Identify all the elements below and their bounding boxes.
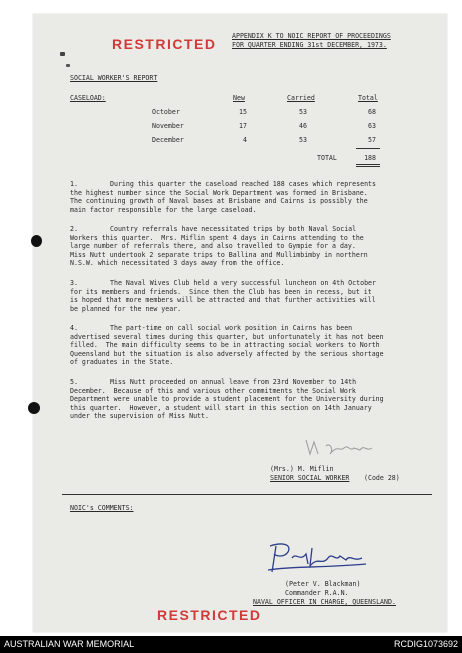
signature1-code: (Code 28) <box>364 474 400 482</box>
paragraph-4: The part-time on call social work position in Cairns has been advertised several times during this quarter, but unfortunately it has not been filled. The main difficulty seems to be in attracting social workers to North Queensland but the situation is also adversely affected by the serious shortage of graduates in the State. <box>70 324 384 367</box>
row-month-november: November <box>152 122 184 130</box>
row-month-october: October <box>152 108 180 116</box>
total-rule-top <box>356 148 380 149</box>
column-header-carried: Carried <box>287 94 315 102</box>
paragraph-1: During this quarter the caseload reached 188 cases which represents the highest number since the Social Work Department was formed in Brisbane. The continuing growth of Naval bases at Brisbane and Cairns is possibly the main factor responsible for the large caseload. <box>70 180 376 214</box>
signature-blackman <box>262 540 372 580</box>
paragraph-3-number: 3. <box>70 279 78 287</box>
archive-footer <box>0 636 462 653</box>
row-new-october: 15 <box>239 108 247 116</box>
restricted-stamp-top: RESTRICTED <box>112 36 217 52</box>
row-carried-october: 53 <box>299 108 307 116</box>
row-total-november: 63 <box>368 122 376 130</box>
footer-id: RCDIG1073692 <box>393 639 458 649</box>
section-divider <box>62 494 432 495</box>
signature1-title: SENIOR SOCIAL WORKER <box>270 474 350 482</box>
row-carried-november: 46 <box>299 122 307 130</box>
caseload-label: CASELOAD: <box>70 94 106 102</box>
paragraph-1-number: 1. <box>70 180 78 188</box>
column-header-total: Total <box>358 94 378 102</box>
paragraph-4-number: 4. <box>70 324 78 332</box>
row-new-december: 4 <box>243 136 247 144</box>
signature2-name: (Peter V. Blackman) <box>285 580 361 588</box>
staple-mark-2 <box>66 64 70 67</box>
punch-hole-bottom <box>28 402 40 414</box>
paragraph-5-number: 5. <box>70 378 78 386</box>
footer-source: AUSTRALIAN WAR MEMORIAL <box>4 639 135 649</box>
row-new-november: 17 <box>239 122 247 130</box>
signature2-rank: Commander R.A.N. <box>285 589 349 597</box>
row-total-october: 68 <box>368 108 376 116</box>
row-month-december: December <box>152 136 184 144</box>
appendix-line-1: APPENDIX K TO NOIC REPORT OF PROCEEDINGS <box>232 32 391 40</box>
total-rule-bottom-1 <box>356 164 380 165</box>
column-header-new: New <box>233 94 245 102</box>
punch-hole-top <box>31 235 42 247</box>
total-rule-bottom-2 <box>356 166 380 167</box>
signature-miflin <box>300 436 380 460</box>
row-carried-december: 53 <box>299 136 307 144</box>
document-page <box>33 14 447 632</box>
report-title: SOCIAL WORKER'S REPORT <box>70 74 158 82</box>
row-total-december: 57 <box>368 136 376 144</box>
appendix-line-2: FOR QUARTER ENDING 31st DECEMBER, 1973. <box>232 41 387 49</box>
noic-comments-label: NOIC's COMMENTS: <box>70 504 134 512</box>
paragraph-3: The Naval Wives Club held a very successful luncheon on 4th October for its members and friends. Since then the Club has been in recess, but it is hoped that more members will be attracted and that further activities will be planned for the new year. <box>70 279 376 313</box>
paragraph-5: Miss Nutt proceeded on annual leave from 23rd November to 14th December. Because of this and various other commitments the Social Work Department were unable to provide a student placement for the University during this quarter. However, a student will start in this section on 14th January under the supervision of Miss Nutt. <box>70 378 384 421</box>
staple-mark <box>60 52 65 56</box>
restricted-stamp-bottom: RESTRICTED <box>157 607 262 623</box>
total-label: TOTAL <box>317 154 337 162</box>
paragraph-2: Country referrals have necessitated trips by both Naval Social Workers this quarter. Mrs. Miflin spent 4 days in Cairns attending to the large number of referrals there, and also travelled to Gympie for a day. Miss Nutt undertook 2 separate trips to Ballina and Mullimbimby in northern N.S.W. which necessitated 3 days away from the office. <box>70 225 368 268</box>
signature1-name: (Mrs.) M. Miflin <box>270 465 334 473</box>
paragraph-2-number: 2. <box>70 225 78 233</box>
total-value: 188 <box>364 154 376 162</box>
signature2-title: NAVAL OFFICER IN CHARGE, QUEENSLAND. <box>253 598 396 606</box>
